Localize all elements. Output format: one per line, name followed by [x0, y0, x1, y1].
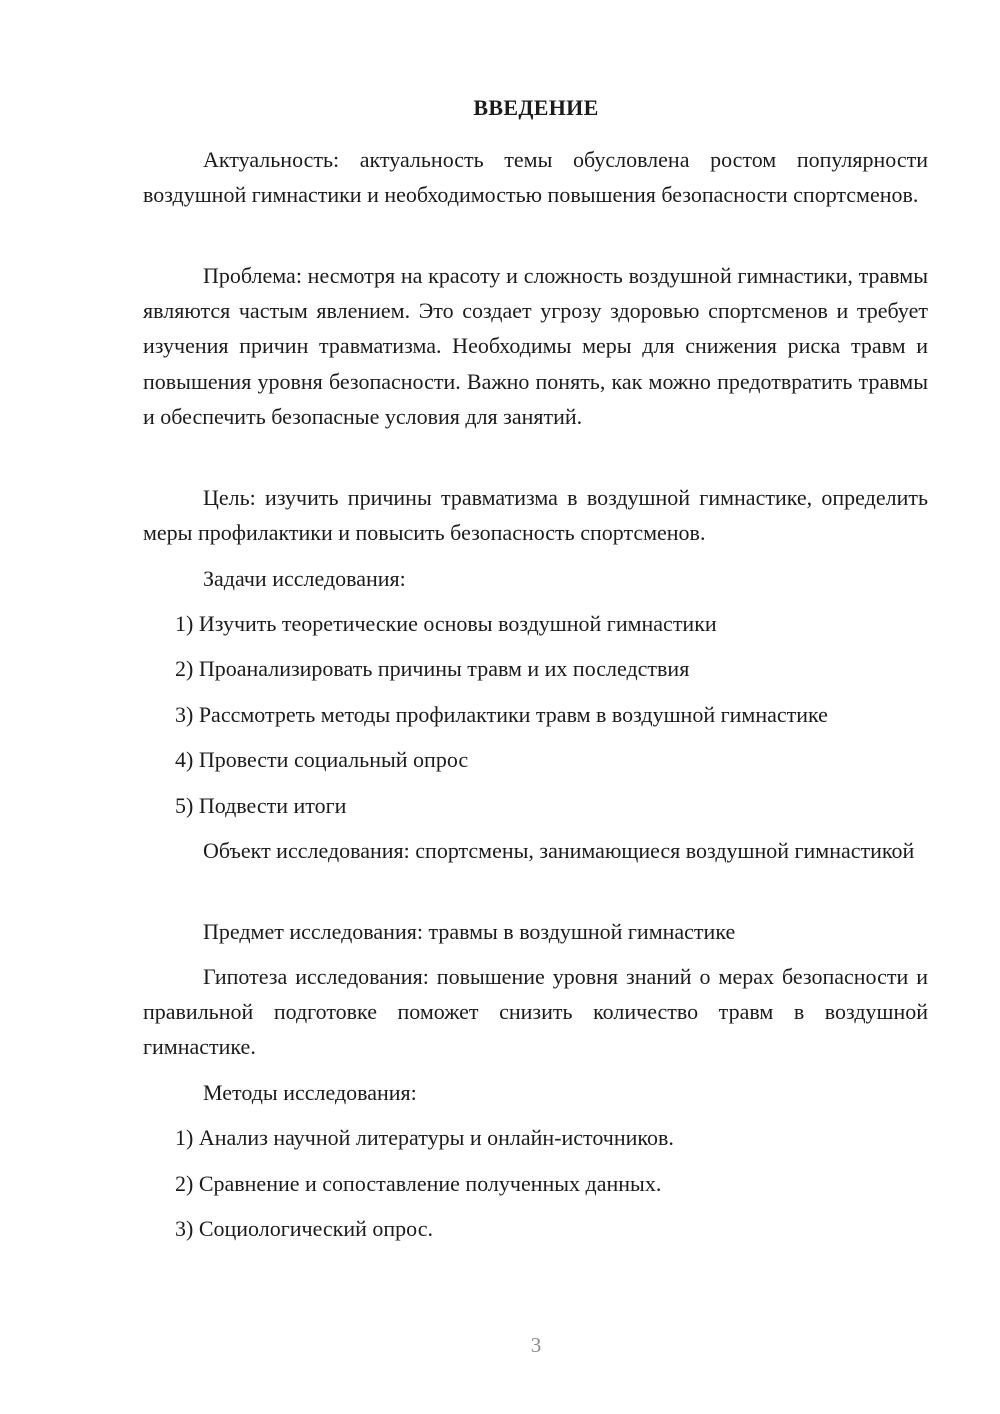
- list-item-task-2: 2) Проанализировать причины травм и их последствия: [175, 656, 690, 681]
- list-item-method-3: 3) Социологический опрос.: [175, 1216, 433, 1241]
- paragraph-object: Объект исследования: спортсмены, занимающиеся воздушной гимнастикой: [203, 838, 915, 863]
- page-number: 3: [530, 1333, 542, 1357]
- paragraph-goal: Цель: изучить причины травматизма в воздушной гимнастике, определить меры профилактики и повысить безопасность спортсменов.: [143, 485, 928, 546]
- list-item-task-1: 1) Изучить теоретические основы воздушной гимнастики: [175, 611, 717, 636]
- paragraph-subject: Предмет исследования: травмы в воздушной гимнастике: [203, 919, 736, 944]
- paragraph-problem: Проблема: несмотря на красоту и сложность воздушной гимнастики, травмы являются частым явлением. Это создает угрозу здоровью спортсменов и требует изучения причин травматизма. Необходимы меры для снижения риска травм и повышения уровня безопасности. Важно понять, как можно предотвратить травмы и обеспечить безопасные условия для занятий.: [143, 263, 928, 429]
- paragraph-hypothesis: Гипотеза исследования: повышение уровня знаний о мерах безопасности и правильной подготовке поможет снизить количество травм в воздушной гимнастике.: [143, 964, 928, 1060]
- methods-heading: Методы исследования:: [203, 1080, 417, 1105]
- list-item-task-5: 5) Подвести итоги: [175, 793, 347, 818]
- list-item-task-3: 3) Рассмотреть методы профилактики травм в воздушной гимнастике: [175, 702, 828, 727]
- paragraph-relevance: Актуальность: актуальность темы обусловлена ростом популярности воздушной гимнастики и необходимостью повышения безопасности спортсменов.: [143, 147, 928, 208]
- tasks-heading: Задачи исследования:: [203, 566, 406, 591]
- list-item-task-4: 4) Провести социальный опрос: [175, 747, 469, 772]
- page-title: ВВЕДЕНИЕ: [473, 95, 599, 120]
- list-item-method-1: 1) Анализ научной литературы и онлайн-источников.: [175, 1125, 674, 1150]
- list-item-method-2: 2) Сравнение и сопоставление полученных данных.: [175, 1171, 662, 1196]
